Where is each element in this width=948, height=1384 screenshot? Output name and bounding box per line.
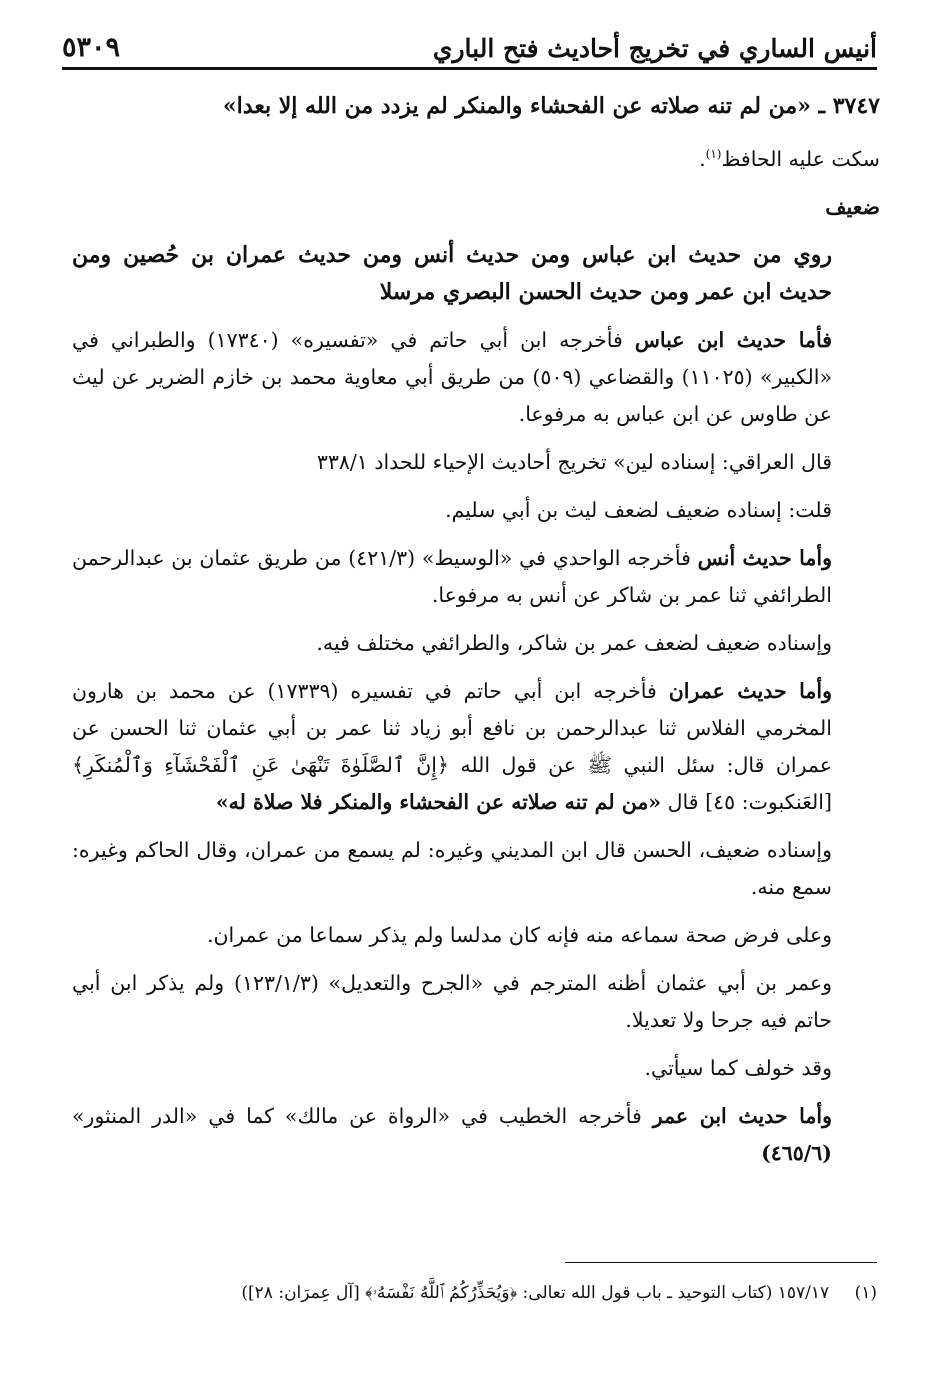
- anas-grade: وإسناده ضعيف لضعف عمر بن شاكر، والطرائفي مختلف فيه.: [316, 630, 832, 655]
- hadith-number: ٣٧٤٧ ـ: [818, 93, 880, 119]
- footnote: [150, 1280, 877, 1306]
- paragraph-lead: فأما حديث ابن عباس: [634, 327, 832, 352]
- quran-verse: ﴿إِنَّ ٱلصَّلَوٰةَ تَنْهَىٰ عَنِ ٱلْفَحْشَآءِ وَٱلْمُنكَرِ﴾: [72, 752, 449, 777]
- paragraph-anas: وأما حديث أنس فأخرجه الواحدي في «الوسيط» (٤٢١/٣) من طريق عثمان بن عبدالرحمن الطرائفي ثنا عمر بن شاكر عن أنس به مرفوعا.: [72, 545, 832, 607]
- footnote-reference[interactable]: (١): [705, 147, 722, 161]
- contradiction-note: وقد خولف كما سيأتي.: [644, 1055, 832, 1080]
- narrator-note: وعمر بن أبي عثمان أظنه المترجم في «الجرح والتعديل» (١٢٣/١/٣) ولم يذكر ابن أبي حاتم فيه جرحا ولا تعديلا.: [72, 970, 833, 1032]
- source-reference: (٤٦٥/٦): [761, 1140, 832, 1165]
- assumption-note: وعلى فرض صحة سماعه منه فإنه كان مدلسا ولم يذكر سماعا من عمران.: [206, 922, 832, 947]
- paragraph-ibn-umar: وأما حديث ابن عمر فأخرجه الخطيب في «الرواة عن مالك» كما في «الدر المنثور» (٤٦٥/٦): [72, 1103, 832, 1165]
- footnote-separator: [565, 1262, 877, 1263]
- iraqi-quote: قال العراقي: إسناده لين» تخريج أحاديث الإحياء للحداد ٣٣٨/١: [316, 449, 832, 474]
- running-header: [62, 28, 877, 70]
- paragraph-lead: وأما حديث ابن عمر: [652, 1103, 832, 1128]
- surah-reference: [العَنكبوت: ٤٥]: [705, 789, 832, 814]
- footnote-text: ١٥٧/١٧ (كتاب التوحيد ـ باب قول الله تعالى: ﴿وَيُحَذِّرُكُمُ ٱللَّهُ نَفْسَهُۥ﴾ [آل عِمرَان: ٢٨]): [241, 1283, 830, 1303]
- paragraph-imran: وأما حديث عمران فأخرجه ابن أبي حاتم في تفسيره (١٧٣٣٩) عن محمد بن هارون المخرمي الفلاس ثنا عبدالرحمن بن نافع أبو زياد ثنا عمر بن أبي عثمان ثنا الحسن عن عمران قال: سئل النبي ﷺ عن قول الله ﴿إِنَّ ٱلصَّلَوٰةَ تَنْهَىٰ عَنِ ٱلْفَحْشَآءِ وَٱلْمُنكَرِ﴾ [العَنكبوت: ٤٥] قال «من لم تنه صلاته عن الفحشاء والمنكر فلا صلاة له»: [72, 678, 832, 814]
- hadith-text: «من لم تنه صلاته عن الفحشاء والمنكر لم يزدد من الله إلا بعدا»: [222, 93, 811, 119]
- paragraph-lead: وأما حديث أنس: [697, 545, 832, 570]
- footnote-number: (١): [854, 1283, 877, 1303]
- page-body: [72, 88, 880, 1183]
- silent-note: سكت عليه الحافظ$^{(١)}$.: [699, 146, 880, 171]
- page-number: ٥٣٠٩: [62, 32, 121, 63]
- paragraph-ibn-abbas: فأما حديث ابن عباس فأخرجه ابن أبي حاتم في «تفسيره» (١٧٣٤٠) والطبراني في «الكبير» (١١٠٢٥) والقضاعي (٥٠٩) من طريق أبي معاوية محمد بن خازم الضرير عن ليث عن طاوس عن ابن عباس به مرفوعا.: [72, 327, 832, 426]
- imran-grade: وإسناده ضعيف، الحسن قال ابن المديني وغيره: لم يسمع من عمران، وقال الحاكم وغيره: سمع منه.: [72, 837, 832, 899]
- hadith-heading: [72, 88, 880, 125]
- hadith-grade: ضعيف: [825, 194, 880, 219]
- paragraph-lead: وأما حديث عمران: [668, 678, 832, 703]
- hadith-answer: «من لم تنه صلاته عن الفحشاء والمنكر فلا صلاة له»: [215, 789, 662, 814]
- routes-summary: روي من حديث ابن عباس ومن حديث أنس ومن حديث عمران بن حُصين ومن حديث ابن عمر ومن حديث الحسن البصري مرسلا: [72, 241, 832, 305]
- qultu-note: قلت: إسناده ضعيف لضعف ليث بن أبي سليم.: [445, 497, 832, 522]
- book-title: أنيس الساري في تخريج أحاديث فتح الباري: [432, 34, 877, 63]
